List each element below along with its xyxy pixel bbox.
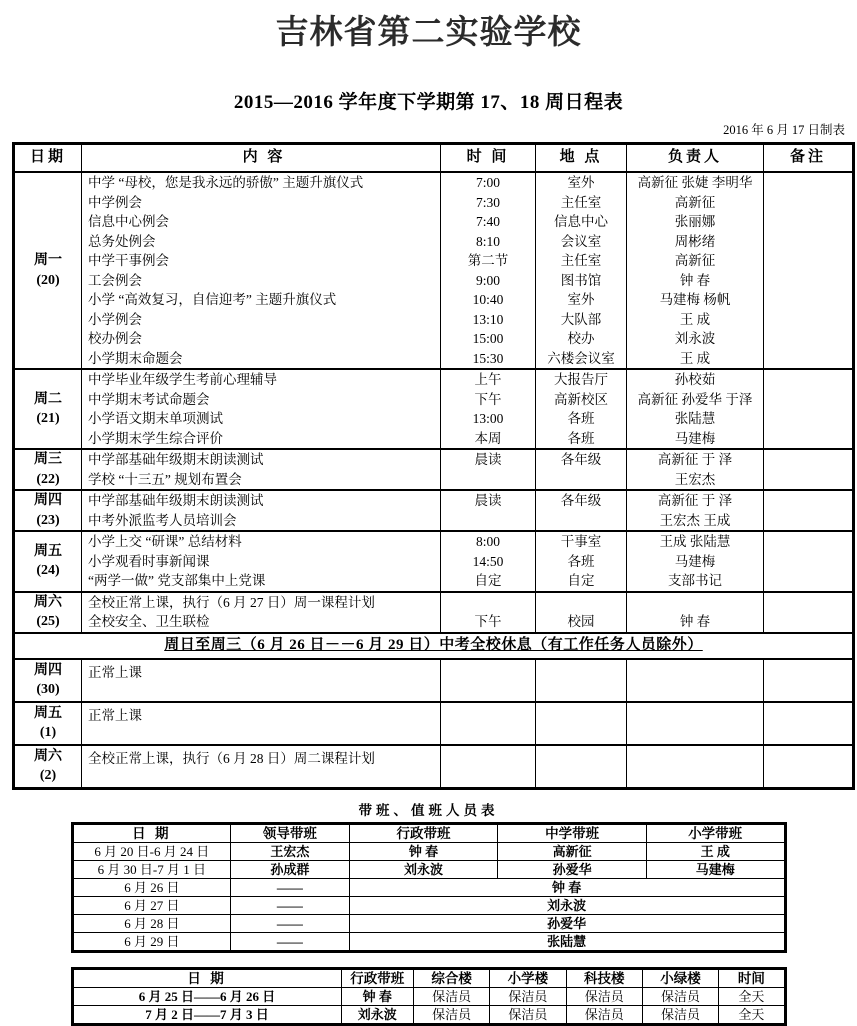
day-name: 周四	[34, 662, 62, 678]
content-cell	[82, 490, 441, 531]
duty-leader: ——	[231, 896, 349, 914]
content-cell-line: 中学部基础年级期末朗读测试	[88, 493, 264, 508]
place-cell-line: 会议室	[560, 233, 602, 249]
exam-break-banner: 周日至周三（6 月 26 日－－6 月 29 日）中考全校休息（有工作任务人员除外）	[14, 633, 854, 659]
cleaning-table-body	[72, 968, 785, 1024]
content-cell-line: 小学例会	[88, 311, 142, 327]
place-cell-line: 图书馆	[560, 272, 602, 288]
cleaning-building-1: 保洁员	[413, 987, 489, 1005]
day-label-cell	[14, 531, 82, 592]
content-cell-line: 小学 “高效复习，自信迎考” 主题升旗仪式	[88, 292, 337, 307]
time-cell-line: 14:50	[472, 553, 504, 569]
time-cell-line: 自定	[474, 573, 502, 588]
place-cell-line: 各班	[567, 430, 595, 446]
place-cell	[536, 745, 627, 789]
day-number: (1)	[39, 725, 57, 740]
cleaning-building-3: 保洁员	[566, 987, 642, 1005]
day-number: (2)	[39, 768, 57, 783]
person-cell-line: 马建梅 杨帆	[659, 292, 731, 307]
day-number: (25)	[36, 614, 60, 629]
place-cell	[536, 592, 627, 633]
person-cell-line: 刘永波	[674, 331, 716, 346]
duty-primary: 马建梅	[646, 860, 785, 878]
col-header-note: 备注	[764, 144, 854, 173]
time-cell-line: 下午	[474, 391, 502, 407]
place-cell-line: 主任室	[560, 194, 602, 210]
cleaning-col-header-5: 小绿楼	[642, 968, 718, 987]
duty-date: 6 月 26 日	[72, 878, 231, 896]
place-cell	[536, 531, 627, 592]
duty-table	[71, 822, 787, 953]
note-cell-line	[764, 212, 852, 232]
school-title: 吉林省第二实验学校	[275, 13, 582, 50]
note-cell-line	[764, 290, 852, 310]
note-cell	[764, 659, 854, 702]
note-cell-line	[764, 409, 852, 429]
place-cell	[536, 449, 627, 490]
place-cell	[536, 659, 627, 702]
schedule-day-group	[14, 659, 854, 702]
day-label-cell	[14, 490, 82, 531]
content-cell	[82, 172, 441, 369]
content-cell-line: 中考外派监考人员培训会	[88, 512, 237, 528]
place-cell	[536, 702, 627, 745]
duty-col-header-1: 领导带班	[231, 823, 349, 842]
person-cell-line: 高新征	[674, 194, 716, 210]
schedule-table-body	[14, 172, 854, 788]
cleaning-building-3: 保洁员	[566, 1005, 642, 1024]
time-cell-line: 第二节	[467, 253, 509, 268]
time-cell-line: 10:40	[472, 292, 504, 307]
cleaning-table	[71, 967, 787, 1026]
schedule-table-wrap	[0, 142, 857, 790]
time-cell-line: 15:30	[472, 350, 504, 366]
day-number: (30)	[36, 682, 60, 697]
person-cell-line: 王宏杰 王成	[659, 512, 731, 528]
duty-table-body	[72, 823, 785, 951]
time-cell	[441, 659, 536, 702]
time-cell-line: 下午	[474, 614, 502, 629]
day-name: 周六	[34, 748, 62, 764]
person-cell-line: 支部书记	[668, 573, 722, 588]
note-cell-line	[764, 173, 852, 193]
content-cell	[82, 592, 441, 633]
day-name: 周六	[34, 594, 62, 610]
day-label-cell	[14, 702, 82, 745]
person-cell-line: 王成 张陆慧	[659, 534, 731, 549]
content-cell-line: 中学 “母校，您是我永远的骄傲” 主题升旗仪式	[88, 175, 364, 190]
duty-leader: ——	[231, 878, 349, 896]
time-cell	[441, 745, 536, 789]
cleaning-row	[72, 987, 785, 1005]
cleaning-col-header-3: 小学楼	[490, 968, 566, 987]
place-cell-line: 校园	[567, 614, 595, 629]
note-cell-line	[764, 491, 852, 511]
person-cell-line: 王 成	[679, 311, 711, 327]
place-cell-line: 各班	[567, 411, 595, 426]
place-cell-line	[536, 511, 626, 531]
note-cell	[764, 702, 854, 745]
note-cell-line	[764, 370, 852, 390]
duty-date: 6 月 30 日-7 月 1 日	[72, 860, 231, 878]
day-name: 周二	[34, 391, 62, 407]
duty-leader: ——	[231, 914, 349, 932]
schedule-day-group	[14, 592, 854, 633]
content-cell-line: 全校正常上课，执行（6 月 27 日）周一课程计划	[88, 594, 375, 610]
day-name: 周一	[34, 253, 62, 268]
duty-merged-value: 钟 春	[349, 878, 785, 896]
place-cell-line: 大队部	[560, 311, 602, 327]
time-cell	[441, 531, 536, 592]
day-label-cell	[14, 449, 82, 490]
person-cell-line: 王 成	[679, 350, 711, 366]
place-cell-line: 各班	[567, 553, 595, 569]
content-cell-line: 小学观看时事新闻课	[88, 553, 210, 569]
duty-col-header-2: 行政带班	[349, 823, 498, 842]
content-cell: 全校正常上课，执行（6 月 28 日）周二课程计划	[82, 745, 441, 789]
day-name: 周五	[34, 705, 62, 721]
place-cell-line: 室外	[567, 292, 595, 307]
note-cell-line	[764, 329, 852, 349]
note-cell-line	[764, 612, 852, 632]
cleaning-admin: 刘永波	[341, 1005, 413, 1024]
person-cell-line: 周彬绪	[674, 233, 716, 249]
duty-table-title: 带班、值班人员表	[358, 802, 499, 818]
duty-merged-value: 刘永波	[349, 896, 785, 914]
duty-table-wrap	[0, 822, 857, 953]
time-cell-line: 7:40	[475, 214, 500, 229]
schedule-day-group	[14, 531, 854, 592]
person-cell-line: 高新征 孙爱华 于泽	[637, 391, 753, 407]
person-cell	[627, 745, 764, 789]
time-cell-line: 上午	[474, 372, 502, 387]
schedule-day-group	[14, 172, 854, 369]
cleaning-date: 7 月 2 日——7 月 3 日	[72, 1005, 341, 1024]
day-label-cell	[14, 172, 82, 369]
time-cell-line: 本周	[474, 430, 502, 446]
duty-row	[72, 896, 785, 914]
day-label-cell	[14, 659, 82, 702]
cleaning-time: 全天	[719, 1005, 785, 1024]
place-cell-line: 各年级	[560, 493, 602, 508]
col-header-content: 内 容	[82, 144, 441, 173]
duty-admin: 刘永波	[349, 860, 498, 878]
schedule-day-group	[14, 490, 854, 531]
col-header-time: 时 间	[441, 144, 536, 173]
person-cell-line: 孙校茹	[674, 372, 716, 387]
person-cell-line: 高新征	[674, 253, 716, 268]
note-cell-line	[764, 470, 852, 490]
time-cell-line: 9:00	[475, 272, 500, 288]
col-header-place: 地 点	[536, 144, 627, 173]
schedule-table	[12, 142, 855, 790]
person-cell-line: 高新征 于 泽	[657, 493, 733, 508]
day-number: (24)	[36, 563, 60, 579]
day-number: (21)	[36, 411, 60, 426]
time-cell	[441, 172, 536, 369]
content-cell-line: 学校 “十三五” 规划布置会	[88, 471, 242, 487]
schedule-day-group	[14, 745, 854, 789]
person-cell-line: 马建梅	[674, 430, 716, 446]
place-cell	[536, 369, 627, 449]
content-cell: 正常上课	[82, 659, 441, 702]
person-cell-line: 高新征 张婕 李明华	[637, 175, 753, 190]
content-cell-line: 中学干事例会	[88, 253, 169, 268]
person-cell-line	[627, 593, 763, 613]
duty-col-header-0: 日 期	[72, 823, 231, 842]
note-cell-line	[764, 271, 852, 291]
col-header-person: 负责人	[627, 144, 764, 173]
made-date: 2016 年 6 月 17 日制表	[723, 123, 845, 137]
cleaning-time: 全天	[719, 987, 785, 1005]
person-cell	[627, 531, 764, 592]
cleaning-col-header-4: 科技楼	[566, 968, 642, 987]
note-cell	[764, 369, 854, 449]
person-cell-line: 张陆慧	[674, 411, 716, 426]
place-cell-line: 六楼会议室	[547, 350, 615, 366]
person-cell	[627, 449, 764, 490]
note-cell	[764, 172, 854, 369]
time-cell	[441, 369, 536, 449]
place-cell-line: 主任室	[560, 253, 602, 268]
note-cell	[764, 592, 854, 633]
note-cell-line	[764, 571, 852, 591]
duty-middle: 孙爱华	[498, 860, 647, 878]
day-label-cell	[14, 369, 82, 449]
person-cell-line: 高新征 于 泽	[657, 452, 733, 467]
content-cell-line: 中学例会	[88, 194, 142, 210]
time-cell-line: 8:00	[475, 534, 500, 549]
content-cell	[82, 449, 441, 490]
duty-date: 6 月 27 日	[72, 896, 231, 914]
content-cell-line: 信息中心例会	[88, 214, 169, 229]
person-cell-line: 马建梅	[674, 553, 716, 569]
schedule-day-group	[14, 449, 854, 490]
person-cell-line: 王宏杰	[674, 471, 716, 487]
note-cell-line	[764, 429, 852, 449]
cleaning-building-2: 保洁员	[490, 987, 566, 1005]
time-cell-line: 晨读	[474, 452, 502, 467]
duty-date: 6 月 29 日	[72, 932, 231, 951]
person-cell	[627, 702, 764, 745]
content-cell-line: 中学部基础年级期末朗读测试	[88, 452, 264, 467]
duty-header-row	[72, 823, 785, 842]
duty-date: 6 月 28 日	[72, 914, 231, 932]
duty-row	[72, 860, 785, 878]
duty-col-header-4: 小学带班	[646, 823, 785, 842]
duty-leader: ——	[231, 932, 349, 951]
place-cell	[536, 490, 627, 531]
duty-row	[72, 914, 785, 932]
schedule-day-group	[14, 369, 854, 449]
time-cell-line: 晨读	[474, 493, 502, 508]
note-cell-line	[764, 193, 852, 213]
cleaning-col-header-2: 综合楼	[413, 968, 489, 987]
day-number: (22)	[36, 471, 60, 487]
content-cell-line: 小学期末学生综合评价	[88, 430, 223, 446]
schedule-day-group	[14, 702, 854, 745]
cleaning-building-4: 保洁员	[642, 1005, 718, 1024]
schedule-header-row	[14, 144, 854, 173]
col-header-date: 日期	[14, 144, 82, 173]
person-cell-line: 钟 春	[679, 272, 711, 288]
cleaning-table-wrap	[0, 953, 857, 1026]
content-cell-line: 工会例会	[88, 272, 142, 288]
content-cell-line: 中学期末考试命题会	[88, 391, 210, 407]
note-cell-line	[764, 511, 852, 531]
cleaning-date: 6 月 25 日——6 月 26 日	[72, 987, 341, 1005]
content-cell: 正常上课	[82, 702, 441, 745]
day-label-cell	[14, 592, 82, 633]
place-cell-line: 大报告厅	[554, 372, 608, 387]
cleaning-row	[72, 1005, 785, 1024]
person-cell	[627, 172, 764, 369]
exam-break-banner-row	[14, 633, 854, 659]
schedule-table-head	[14, 144, 854, 173]
cleaning-col-header-1: 行政带班	[341, 968, 413, 987]
duty-admin: 钟 春	[349, 842, 498, 860]
day-number: (23)	[36, 512, 60, 528]
note-cell-line	[764, 251, 852, 271]
day-name: 周三	[34, 452, 62, 467]
duty-middle: 高新征	[498, 842, 647, 860]
cleaning-building-2: 保洁员	[490, 1005, 566, 1024]
time-cell-line	[441, 470, 535, 490]
content-cell-line: 小学上交 “研课” 总结材料	[88, 534, 242, 549]
time-cell-line: 15:00	[472, 331, 504, 346]
cleaning-header-row	[72, 968, 785, 987]
time-cell	[441, 702, 536, 745]
place-cell-line: 干事室	[560, 534, 602, 549]
person-cell	[627, 490, 764, 531]
duty-row	[72, 842, 785, 860]
place-cell-line: 自定	[567, 573, 595, 588]
note-cell-line	[764, 310, 852, 330]
time-cell-line	[441, 593, 535, 613]
content-cell-line: “两学一做” 党支部集中上党课	[88, 573, 266, 588]
time-cell-line: 7:00	[475, 175, 500, 190]
time-cell	[441, 490, 536, 531]
note-cell-line	[764, 232, 852, 252]
day-name: 周五	[34, 543, 62, 559]
note-cell-line	[764, 593, 852, 613]
person-cell-line: 钟 春	[679, 614, 711, 629]
content-cell-line: 小学期末命题会	[88, 350, 183, 366]
duty-merged-value: 孙爱华	[349, 914, 785, 932]
day-name: 周四	[34, 493, 62, 508]
person-cell-line: 张丽娜	[674, 214, 716, 229]
document-page	[0, 10, 857, 1022]
content-cell-line: 总务处例会	[88, 233, 156, 249]
note-cell-line	[764, 552, 852, 572]
time-cell	[441, 449, 536, 490]
content-cell	[82, 369, 441, 449]
duty-leader: 王宏杰	[231, 842, 349, 860]
duty-row	[72, 878, 785, 896]
person-cell	[627, 659, 764, 702]
duty-merged-value: 张陆慧	[349, 932, 785, 951]
cleaning-col-header-6: 时间	[719, 968, 785, 987]
time-cell-line: 7:30	[475, 194, 500, 210]
note-cell	[764, 490, 854, 531]
document-subtitle: 2015—2016 学年度下学期第 17、18 周日程表	[233, 92, 624, 113]
duty-primary: 王 成	[646, 842, 785, 860]
cleaning-col-header-0: 日 期	[72, 968, 341, 987]
place-cell-line: 高新校区	[554, 391, 608, 407]
time-cell-line: 13:10	[472, 311, 504, 327]
place-cell-line: 各年级	[560, 452, 602, 467]
note-cell-line	[764, 390, 852, 410]
time-cell-line: 8:10	[475, 233, 500, 249]
note-cell	[764, 745, 854, 789]
duty-row	[72, 932, 785, 951]
place-cell-line: 室外	[567, 175, 595, 190]
time-cell	[441, 592, 536, 633]
cleaning-admin: 钟 春	[341, 987, 413, 1005]
note-cell-line	[764, 349, 852, 369]
place-cell-line	[536, 470, 626, 490]
note-cell	[764, 449, 854, 490]
duty-leader: 孙成群	[231, 860, 349, 878]
person-cell	[627, 369, 764, 449]
note-cell-line	[764, 450, 852, 470]
content-cell-line: 全校安全、卫生联检	[88, 614, 210, 629]
time-cell-line	[441, 511, 535, 531]
duty-date: 6 月 20 日-6 月 24 日	[72, 842, 231, 860]
content-cell-line: 校办例会	[88, 331, 142, 346]
content-cell-line: 小学语文期末单项测试	[88, 411, 223, 426]
note-cell-line	[764, 532, 852, 552]
day-number: (20)	[36, 272, 60, 288]
content-cell	[82, 531, 441, 592]
content-cell-line: 中学毕业年级学生考前心理辅导	[88, 372, 277, 387]
duty-col-header-3: 中学带班	[498, 823, 647, 842]
place-cell-line	[536, 593, 626, 613]
place-cell-line: 校办	[567, 331, 595, 346]
place-cell-line: 信息中心	[554, 214, 608, 229]
cleaning-building-1: 保洁员	[413, 1005, 489, 1024]
note-cell	[764, 531, 854, 592]
person-cell	[627, 592, 764, 633]
cleaning-building-4: 保洁员	[642, 987, 718, 1005]
day-label-cell	[14, 745, 82, 789]
time-cell-line: 13:00	[472, 411, 504, 426]
place-cell	[536, 172, 627, 369]
